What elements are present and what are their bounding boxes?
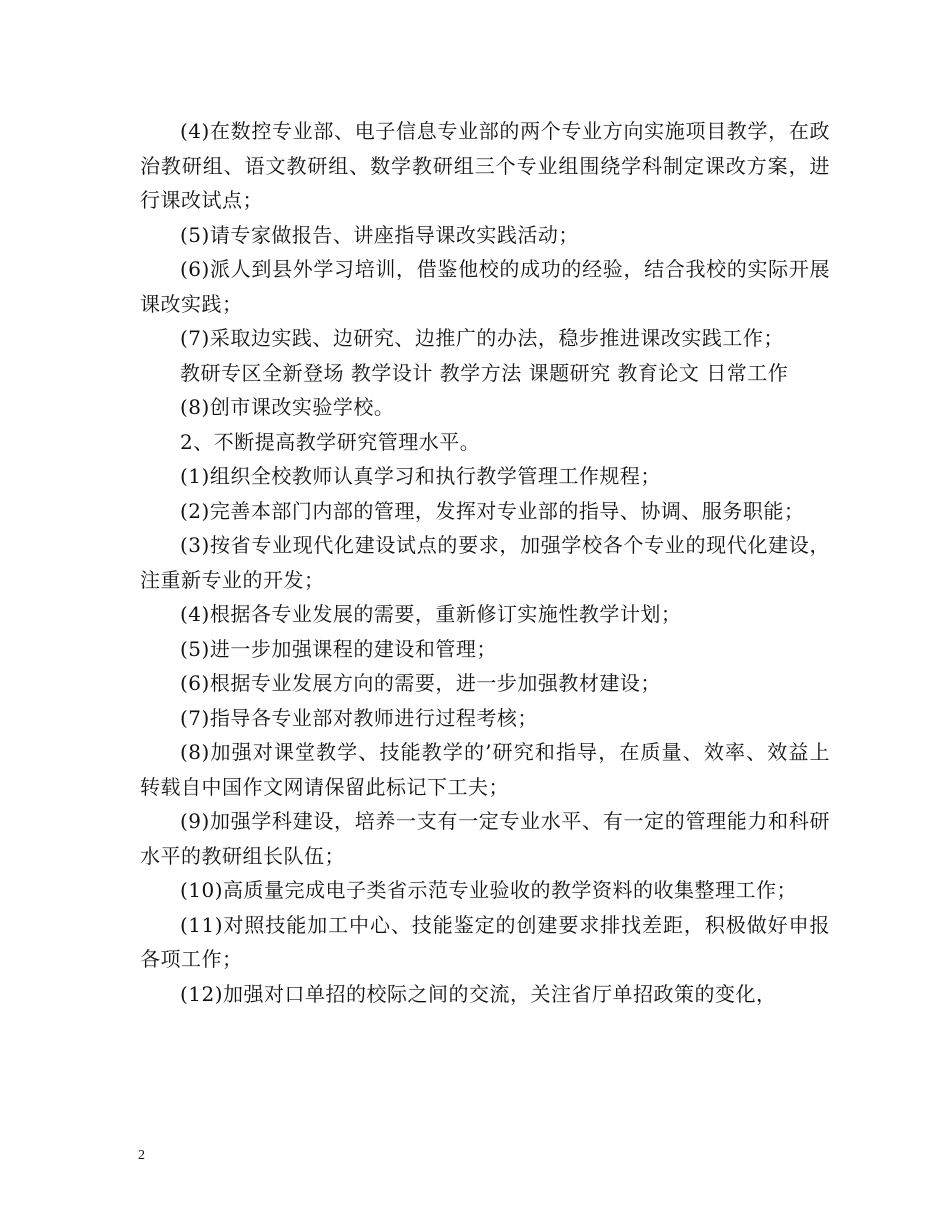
document-body: [140, 114, 830, 1011]
section-heading: 2、不断提高教学研究管理水平。: [180, 429, 481, 454]
paragraph: (5)请专家做报告、讲座指导课改实践活动；: [180, 222, 579, 247]
page-number: 2: [138, 1148, 145, 1163]
paragraph: (4)在数控专业部、电子信息专业部的两个专业方向实施项目教学，在政治教研组、语文教研组、数学教研组三个专业组围绕学科制定课改方案，进行课改试点；: [140, 119, 830, 212]
paragraph: (4)根据各专业发展的需要，重新修订实施性教学计划；: [180, 602, 682, 626]
paragraph: (6)派人到县外学习培训，借鉴他校的成功的经验，结合我校的实际开展课改实践；: [140, 257, 830, 316]
paragraph: (7)采取边实践、边研究、边推广的办法，稳步推进课改实践工作；: [180, 326, 784, 350]
paragraph: (8)创市课改实验学校。: [180, 395, 395, 419]
paragraph: (9)加强学科建设，培养一支有一定专业水平、有一定的管理能力和科研水平的教研组长队伍；: [140, 809, 830, 868]
paragraph: (3)按省专业现代化建设试点的要求，加强学校各个专业的现代化建设，注重新专业的开发；: [140, 533, 830, 592]
paragraph: (7)指导各专业部对教师进行过程考核；: [180, 705, 538, 730]
paragraph: (1)组织全校教师认真学习和执行教学管理工作规程；: [180, 464, 661, 488]
paragraph: (2)完善本部门内部的管理，发挥对专业部的指导、协调、服务职能；: [180, 498, 805, 523]
paragraph: (12)加强对口单招的校际之间的交流，关注省厅单招政策的变化，: [180, 981, 777, 1006]
paragraph-ad-banner: 教研专区全新登场 教学设计 教学方法 课题研究 教育论文 日常工作: [180, 360, 789, 385]
paragraph: (11)对照技能加工中心、技能鉴定的创建要求排找差距，积极做好申报各项工作；: [140, 912, 830, 971]
paragraph: (8)加强对课堂教学、技能教学的’研究和指导，在质量、效率、效益上转载自中国作文网请保留此标记下工夫；: [140, 740, 830, 799]
paragraph: (6)根据专业发展方向的需要，进一步加强教材建设；: [180, 671, 661, 695]
paragraph: (10)高质量完成电子类省示范专业验收的教学资料的收集整理工作；: [180, 878, 798, 902]
paragraph: (5)进一步加强课程的建设和管理；: [180, 636, 497, 661]
